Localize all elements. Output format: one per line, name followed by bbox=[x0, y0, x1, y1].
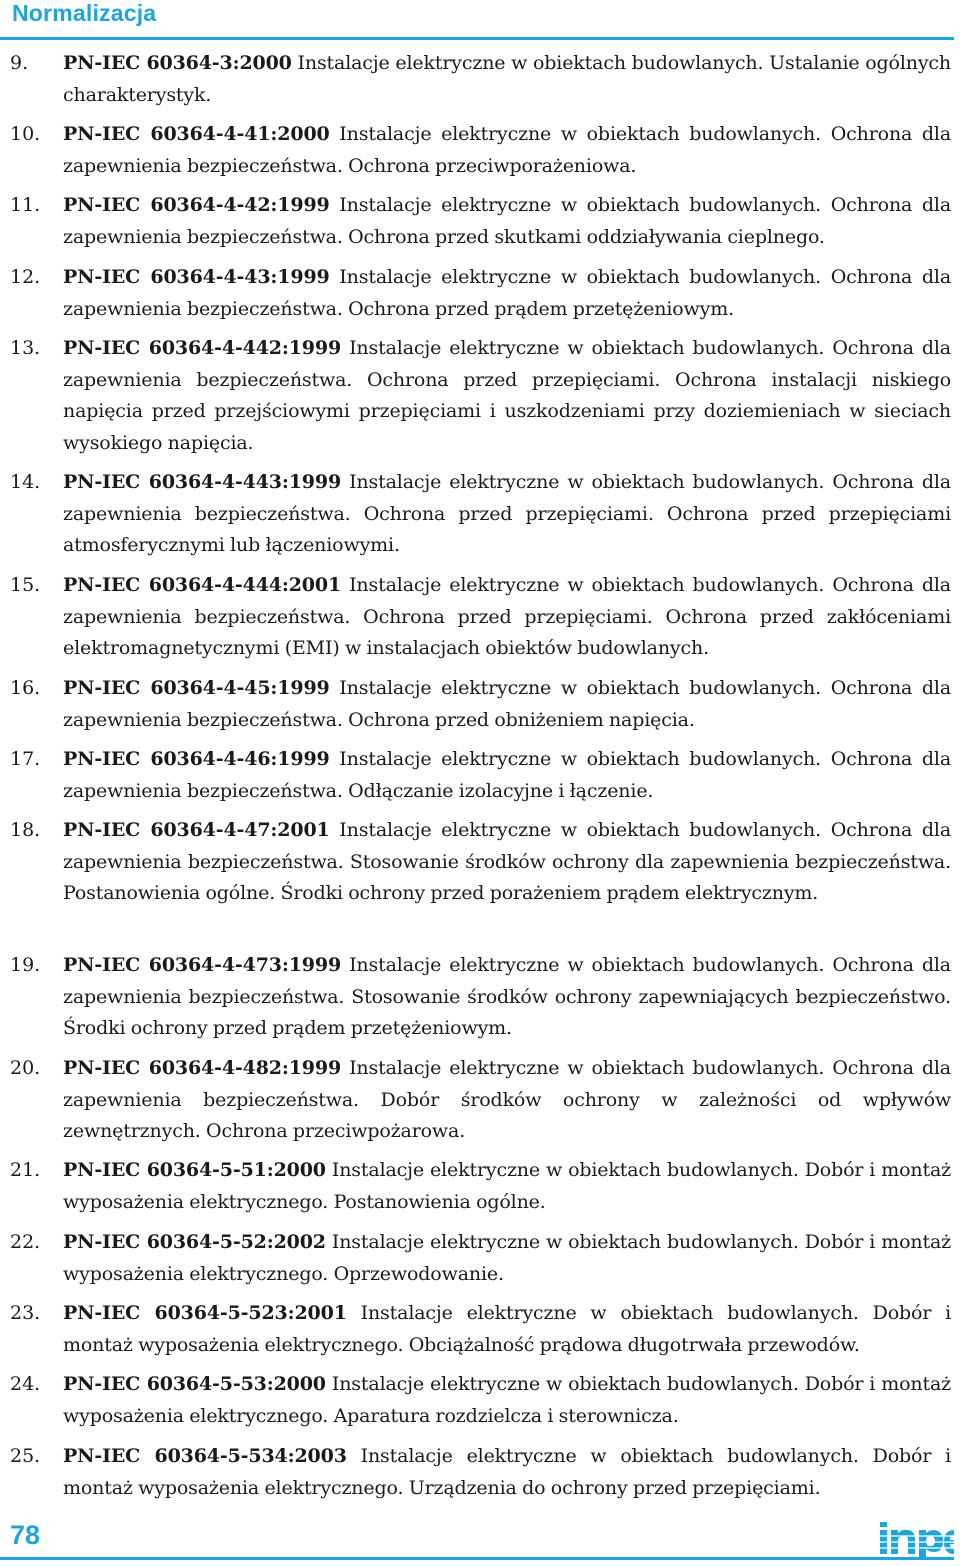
item-number: 21. bbox=[10, 1159, 41, 1181]
item-number: 12. bbox=[10, 266, 41, 288]
standard-code: PN-IEC 60364-3:2000 bbox=[63, 52, 292, 74]
item-number: 9. bbox=[10, 52, 29, 74]
item-body bbox=[63, 48, 951, 111]
header-divider bbox=[0, 37, 954, 40]
standard-title: Instalacje elektryczne w obiektach budowlanych. Dobór i montaż wyposażenia elektrycznego. Postanowienia ogólne. bbox=[63, 1159, 951, 1213]
standard-code: PN-IEC 60364-4-442:1999 bbox=[63, 337, 342, 359]
standard-title: Instalacje elektryczne w obiektach budowlanych. Dobór i montaż wyposażenia elektrycznego. Oprzewodowanie. bbox=[63, 1231, 951, 1285]
standard-title: Instalacje elektryczne w obiektach budowlanych. Ochrona dla zapewnienia bezpieczeństwa. Ochrona przed skutkami oddziaływania cieplnego. bbox=[63, 194, 952, 248]
page-header bbox=[0, 0, 960, 40]
section-title: Normalizacja bbox=[12, 0, 157, 26]
item-body bbox=[63, 119, 951, 182]
standard-code: PN-IEC 60364-4-444:2001 bbox=[63, 574, 342, 596]
item-body bbox=[63, 1298, 951, 1361]
item-number: 23. bbox=[10, 1302, 41, 1324]
standard-title: Instalacje elektryczne w obiektach budowlanych. Dobór i montaż wyposażenia elektrycznego. Urządzenia do ochrony przed przepięciami. bbox=[63, 1445, 951, 1499]
standard-code: PN-IEC 60364-5-534:2003 bbox=[63, 1445, 347, 1467]
item-number: 25. bbox=[10, 1445, 41, 1467]
standard-title: Instalacje elektryczne w obiektach budowlanych. Ustalanie ogólnych charakterystyk. bbox=[63, 52, 951, 106]
item-body bbox=[63, 190, 951, 253]
standard-code: PN-IEC 60364-4-42:1999 bbox=[63, 194, 330, 216]
item-body bbox=[63, 744, 951, 807]
standard-title: Instalacje elektryczne w obiektach budowlanych. Ochrona dla zapewnienia bezpieczeństwa. Ochrona przed prądem przetężeniowym. bbox=[63, 266, 952, 320]
inpe-logo-icon bbox=[878, 1518, 954, 1558]
item-number: 10. bbox=[10, 123, 41, 145]
standard-code: PN-IEC 60364-4-443:1999 bbox=[63, 471, 342, 493]
item-number: 15. bbox=[10, 574, 41, 596]
standard-code: PN-IEC 60364-5-523:2001 bbox=[63, 1302, 347, 1324]
standard-title: Instalacje elektryczne w obiektach budowlanych. Ochrona dla zapewnienia bezpieczeństwa. Odłączanie izolacyjne i łączenie. bbox=[63, 748, 952, 802]
standard-code: PN-IEC 60364-4-43:1999 bbox=[63, 266, 330, 288]
standard-title: Instalacje elektryczne w obiektach budowlanych. Ochrona dla zapewnienia bezpieczeństwa. Ochrona przed obniżeniem napięcia. bbox=[63, 677, 952, 731]
standard-code: PN-IEC 60364-4-482:1999 bbox=[63, 1057, 342, 1079]
item-number: 13. bbox=[10, 337, 41, 359]
item-number: 19. bbox=[10, 954, 41, 976]
standard-title: Instalacje elektryczne w obiektach budowlanych. Ochrona dla zapewnienia bezpieczeństwa. Stosowanie środków ochrony dla zapewnienia bezpieczeństwa. Postanowienia ogólne. Środki ochrony przed porażeniem prądem elektrycznym. bbox=[63, 819, 952, 904]
item-body bbox=[63, 950, 951, 1045]
item-body bbox=[63, 1369, 951, 1432]
standard-title: Instalacje elektryczne w obiektach budowlanych. Dobór i montaż wyposażenia elektrycznego. Aparatura rozdzielcza i sterownicza. bbox=[63, 1373, 951, 1427]
item-body bbox=[63, 570, 951, 665]
standard-title: Instalacje elektryczne w obiektach budowlanych. Ochrona dla zapewnienia bezpieczeństwa. Stosowanie środków ochrony zapewniających bezpieczeństwo. Środki ochrony przed prądem przetężeniowym. bbox=[63, 954, 951, 1039]
item-number: 24. bbox=[10, 1373, 41, 1395]
item-body bbox=[63, 1155, 951, 1218]
standard-title: Instalacje elektryczne w obiektach budowlanych. Dobór i montaż wyposażenia elektrycznego. Obciążalność prądowa długotrwała przewodów. bbox=[63, 1302, 951, 1356]
standard-code: PN-IEC 60364-4-45:1999 bbox=[63, 677, 330, 699]
item-body bbox=[63, 262, 951, 325]
standard-code: PN-IEC 60364-4-473:1999 bbox=[63, 954, 342, 976]
footer-divider bbox=[0, 1557, 954, 1560]
standard-title: Instalacje elektryczne w obiektach budowlanych. Ochrona dla zapewnienia bezpieczeństwa. Ochrona przed przepięciami. Ochrona przed przepięciami atmosferycznymi lub łączeniowymi. bbox=[63, 471, 951, 556]
item-number: 16. bbox=[10, 677, 41, 699]
item-body bbox=[63, 673, 951, 736]
item-number: 22. bbox=[10, 1231, 41, 1253]
standard-title: Instalacje elektryczne w obiektach budowlanych. Ochrona dla zapewnienia bezpieczeństwa. Ochrona przed przepięciami. Ochrona przed zakłóceniami elektromagnetycznymi (EMI) w instalacjach obiektów budowlanych. bbox=[63, 574, 951, 659]
standard-code: PN-IEC 60364-4-47:2001 bbox=[63, 819, 330, 841]
standard-title: Instalacje elektryczne w obiektach budowlanych. Ochrona dla zapewnienia bezpieczeństwa. Ochrona przeciwporażeniowa. bbox=[63, 123, 952, 177]
item-number: 11. bbox=[10, 194, 41, 216]
inpe-logo-graphic bbox=[878, 1518, 954, 1558]
standard-code: PN-IEC 60364-5-53:2000 bbox=[63, 1373, 326, 1395]
standard-code: PN-IEC 60364-4-41:2000 bbox=[63, 123, 330, 145]
item-number: 14. bbox=[10, 471, 41, 493]
item-number: 18. bbox=[10, 819, 41, 841]
standard-code: PN-IEC 60364-5-51:2000 bbox=[63, 1159, 326, 1181]
standard-title: Instalacje elektryczne w obiektach budowlanych. Ochrona dla zapewnienia bezpieczeństwa. Ochrona przed przepięciami. Ochrona instalacji niskiego napięcia przed przejściowymi przepięciami i uszkodzeniami przy doziemieniach w sieciach wysokiego napięcia. bbox=[63, 337, 951, 454]
item-number: 17. bbox=[10, 748, 41, 770]
item-number: 20. bbox=[10, 1057, 41, 1079]
item-body bbox=[63, 333, 951, 459]
item-body bbox=[63, 1227, 951, 1290]
standard-code: PN-IEC 60364-5-52:2002 bbox=[63, 1231, 326, 1253]
standard-title: Instalacje elektryczne w obiektach budowlanych. Ochrona dla zapewnienia bezpieczeństwa. Dobór środków ochrony w zależności od wpływów zewnętrznych. Ochrona przeciwpożarowa. bbox=[63, 1057, 951, 1142]
item-body bbox=[63, 1053, 951, 1148]
item-body bbox=[63, 1441, 951, 1504]
page-number: 78 bbox=[10, 1520, 41, 1550]
item-body bbox=[63, 815, 951, 910]
item-body bbox=[63, 467, 951, 562]
standard-code: PN-IEC 60364-4-46:1999 bbox=[63, 748, 330, 770]
